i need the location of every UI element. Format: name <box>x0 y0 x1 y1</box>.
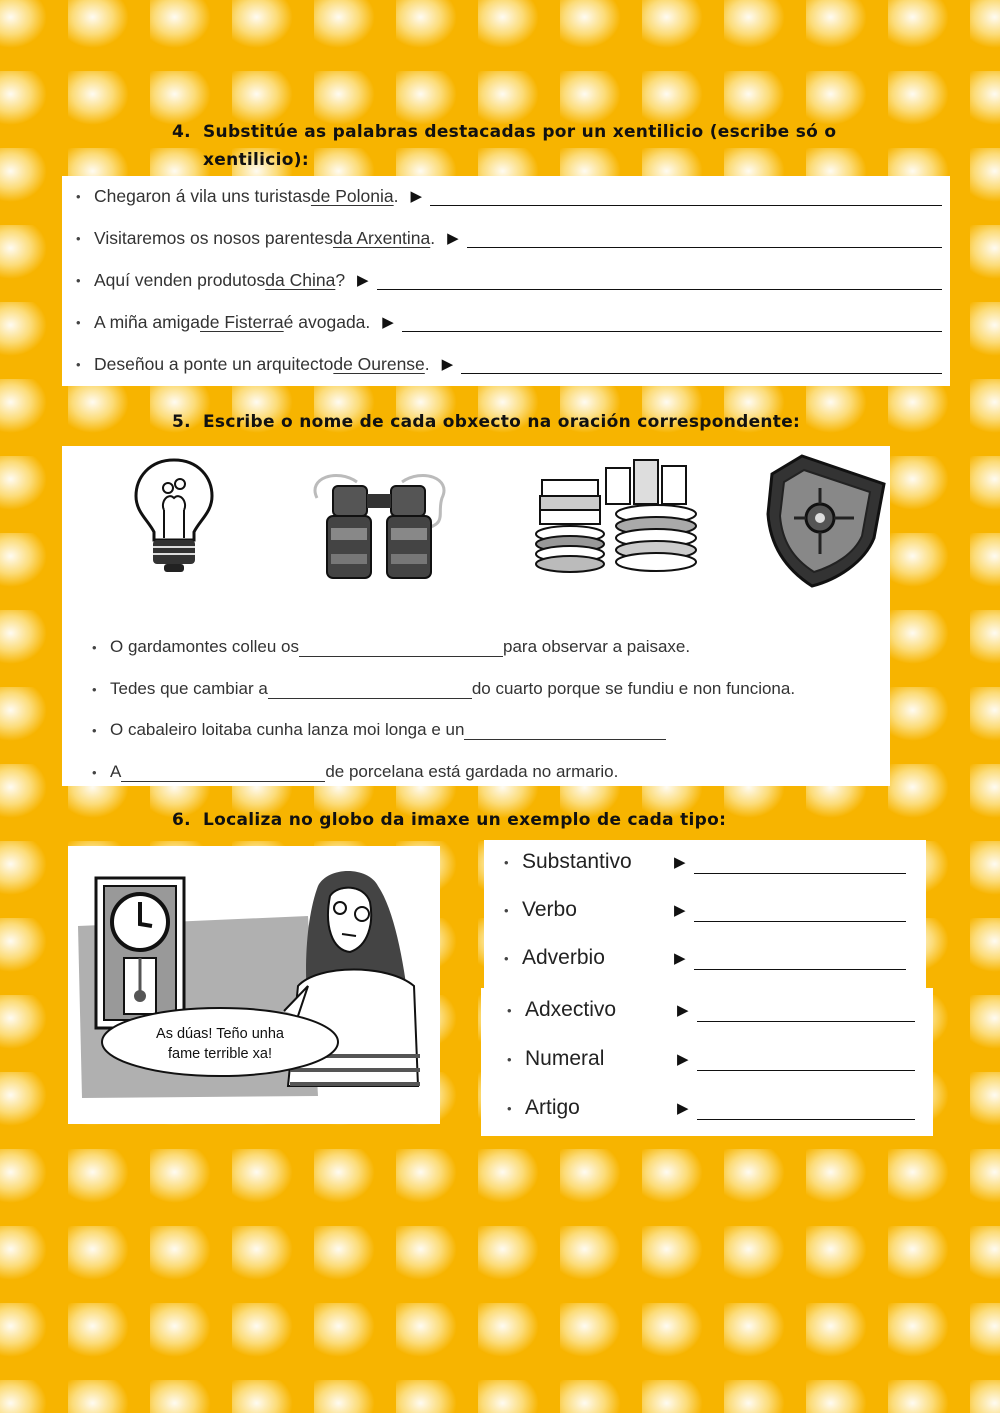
arrow-icon: ▶ <box>677 1051 689 1068</box>
word-type-row: • Adxectivo ▶ <box>507 992 915 1028</box>
word-type-row: • Artigo ▶ <box>507 1090 915 1126</box>
arrow-icon: ▶ <box>677 1002 689 1019</box>
answer-blank-2[interactable] <box>467 229 942 248</box>
object-sentence-2: • Tedes que cambiar a do cuarto porque se fundiu e non funciona. <box>92 679 796 698</box>
object-sentence-1: • O gardamontes colleu os para observar a paisaxe. <box>92 637 691 656</box>
artigo-blank[interactable] <box>697 1097 915 1120</box>
arrow-icon: ▶ <box>382 314 394 331</box>
shield-icon <box>764 448 889 588</box>
binoculars-icon <box>307 468 452 588</box>
arrow-icon: ▶ <box>441 356 454 373</box>
answer-blank-4[interactable] <box>402 313 942 332</box>
section-4-panel <box>62 176 950 386</box>
answer-blank-3[interactable] <box>377 271 942 290</box>
xentilicio-item-2: • Visitaremos os nosos parentes da Arxentina . ▶ <box>76 223 942 253</box>
arrow-icon: ▶ <box>674 950 686 967</box>
object-blank-2[interactable] <box>268 680 472 699</box>
answer-blank-1[interactable] <box>430 187 942 206</box>
comic-panel <box>68 846 440 1124</box>
section-6-heading: 6. Localiza no globo da imaxe un exemplo de cada tipo: <box>172 810 727 830</box>
object-blank-3[interactable] <box>464 721 666 740</box>
section-4-heading: 4. Substitúe as palabras destacadas por un xentilicio (escribe só o xentilicio): <box>172 122 837 170</box>
section-5-panel <box>62 446 890 786</box>
word-type-panel-b <box>481 988 933 1136</box>
word-type-row: • Numeral ▶ <box>507 1041 915 1077</box>
substantivo-blank[interactable] <box>694 851 906 874</box>
word-type-row: • Adverbio ▶ <box>504 940 906 976</box>
arrow-icon: ▶ <box>674 854 686 871</box>
xentilicio-item-1: • Chegaron á vila uns turistas de Polonia . ▶ <box>76 181 942 211</box>
word-type-panel-a <box>484 840 926 988</box>
xentilicio-item-4: • A miña amiga de Fisterra é avogada. ▶ <box>76 307 942 337</box>
xentilicio-item-3: • Aquí venden produtos da China ? ▶ <box>76 265 942 295</box>
speech-line-2: fame terrible xa! <box>168 1046 272 1062</box>
dishes-icon <box>534 456 704 581</box>
arrow-icon: ▶ <box>357 272 369 289</box>
answer-blank-5[interactable] <box>461 355 942 374</box>
arrow-icon: ▶ <box>410 188 423 205</box>
arrow-icon: ▶ <box>677 1100 689 1117</box>
word-type-row: • Substantivo ▶ <box>504 844 906 880</box>
comic-illustration <box>68 846 440 1124</box>
word-type-row: • Verbo ▶ <box>504 892 906 928</box>
object-blank-4[interactable] <box>121 763 325 782</box>
lightbulb-icon <box>124 452 224 577</box>
adverbio-blank[interactable] <box>694 947 906 970</box>
numeral-blank[interactable] <box>697 1048 915 1071</box>
xentilicio-item-5: • Deseñou a ponte un arquitecto de Ourense . ▶ <box>76 349 942 379</box>
section-5-heading: 5. Escribe o nome de cada obxecto na oración correspondente: <box>172 412 801 432</box>
object-blank-1[interactable] <box>299 638 503 657</box>
arrow-icon: ▶ <box>674 902 686 919</box>
adxectivo-blank[interactable] <box>697 999 915 1022</box>
arrow-icon: ▶ <box>447 230 459 247</box>
object-sentence-4: • A de porcelana está gardada no armario. <box>92 762 619 781</box>
verbo-blank[interactable] <box>694 899 906 922</box>
object-sentence-3: • O cabaleiro loitaba cunha lanza moi longa e un <box>92 715 666 745</box>
speech-line-1: As dúas! Teño unha <box>156 1026 284 1042</box>
